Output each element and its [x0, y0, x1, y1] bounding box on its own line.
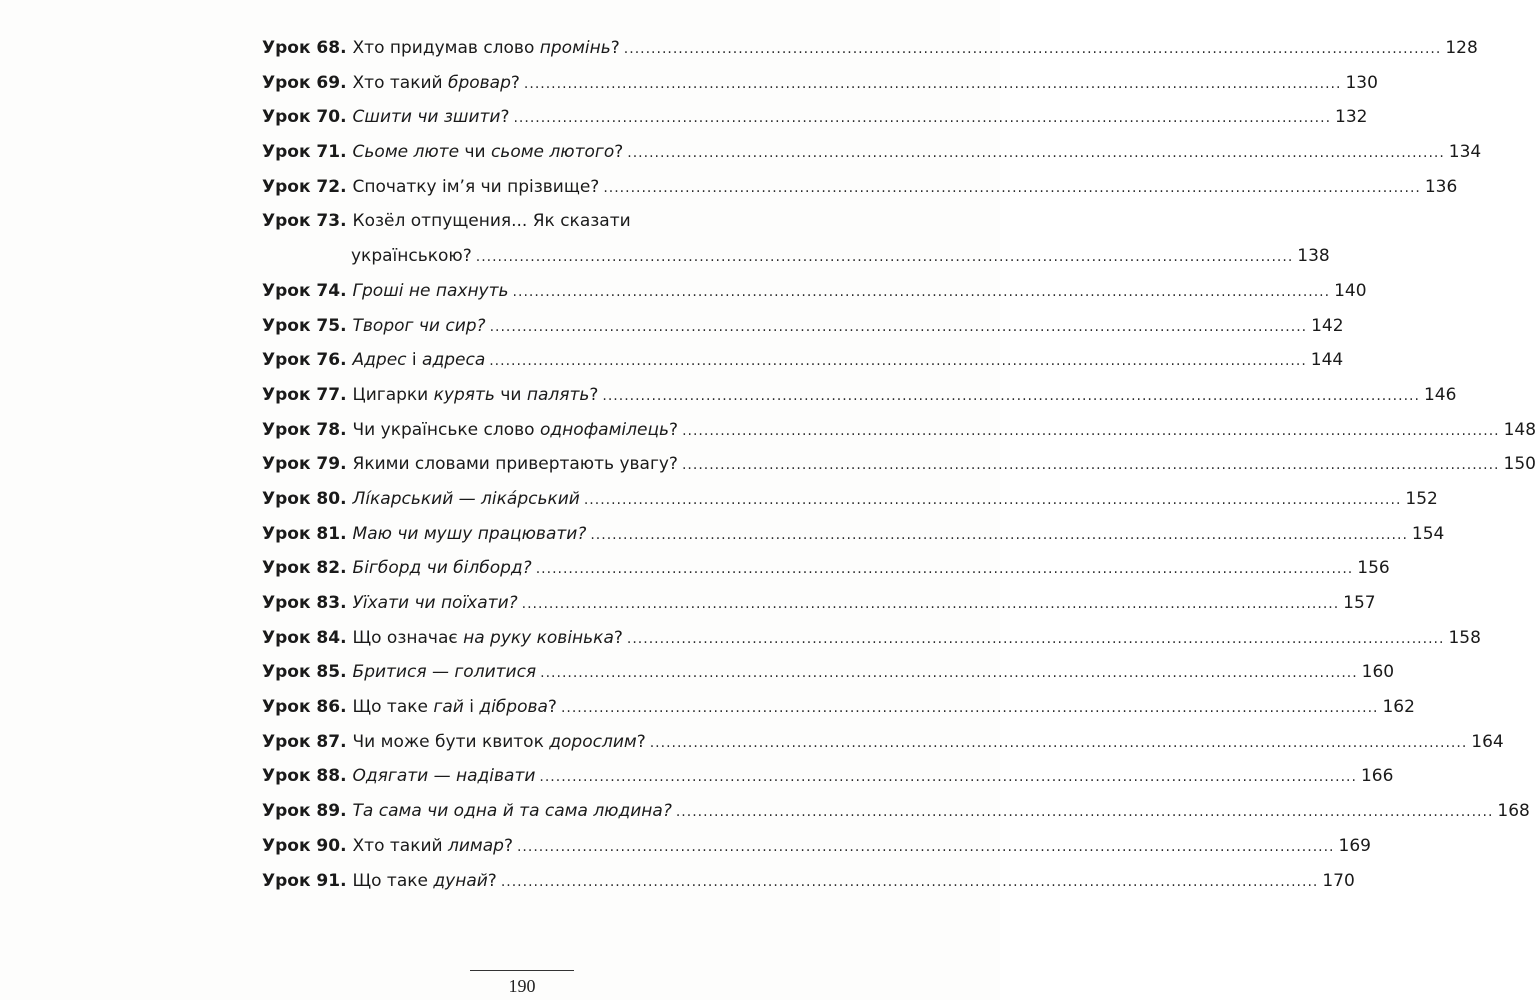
- page-reference: 138: [1297, 246, 1330, 267]
- toc-entry: [262, 447, 1536, 482]
- toc-entry: [262, 621, 1481, 656]
- dot-leader: [650, 726, 1468, 761]
- dot-leader: [602, 379, 1420, 414]
- toc-entry: [262, 482, 1438, 517]
- lesson-title: Цигарки курять чи палять?: [352, 384, 599, 405]
- toc-entry-continuation: [262, 239, 1330, 274]
- lesson-number: Урок 70.: [262, 107, 347, 128]
- lesson-title: Чи українське слово однофамілець?: [352, 419, 679, 440]
- dot-leader: [539, 760, 1357, 795]
- lesson-number: Урок 84.: [262, 627, 347, 648]
- lesson-number: Урок 80.: [262, 488, 347, 509]
- page-reference: 168: [1497, 801, 1530, 822]
- lesson-number: Урок 75.: [262, 315, 347, 336]
- lesson-title: Гроші не пахнуть: [352, 280, 509, 301]
- lesson-title: Якими словами привертають увагу?: [352, 454, 678, 475]
- dot-leader: [476, 240, 1294, 275]
- lesson-number: Урок 85.: [262, 662, 347, 683]
- page-reference: 150: [1503, 454, 1536, 475]
- lesson-title: Спочатку ім’я чи прізвище?: [352, 176, 600, 197]
- page-reference: 162: [1382, 697, 1415, 718]
- toc-entry: [262, 413, 1536, 448]
- lesson-title: Сшити чи зшити?: [352, 107, 510, 128]
- footer-rule: [470, 970, 574, 971]
- lesson-title: Лі́карський — лікáрський: [352, 488, 580, 509]
- page-reference: 169: [1338, 835, 1371, 856]
- dot-leader: [524, 67, 1342, 102]
- dot-leader: [627, 136, 1445, 171]
- lesson-title: українською?: [351, 246, 472, 267]
- toc-entry: [262, 794, 1530, 829]
- lesson-title: Маю чи мушу працювати?: [352, 523, 587, 544]
- page-reference: 136: [1424, 176, 1458, 197]
- lesson-title: Що таке дунай?: [352, 870, 497, 891]
- dot-leader: [489, 344, 1307, 379]
- toc-entry: [262, 517, 1445, 552]
- dot-leader: [627, 622, 1445, 657]
- lesson-number: Урок 86.: [262, 697, 347, 718]
- lesson-number: Урок 81.: [262, 523, 347, 544]
- page-reference: 144: [1310, 350, 1344, 371]
- toc-entry: [262, 551, 1390, 586]
- toc-entry: [262, 829, 1371, 864]
- page-reference: 164: [1471, 731, 1504, 752]
- toc-entry: [262, 864, 1355, 899]
- dot-leader: [513, 275, 1331, 310]
- dot-leader: [536, 552, 1354, 587]
- dot-leader: [676, 795, 1494, 830]
- toc-entry: [262, 586, 1376, 621]
- dot-leader: [584, 483, 1402, 518]
- page-reference: 132: [1335, 107, 1368, 128]
- lesson-title: Хто придумав слово промінь?: [352, 38, 620, 58]
- lesson-number: Урок 73.: [262, 211, 347, 232]
- toc-entry: [262, 655, 1395, 690]
- dot-leader: [490, 310, 1308, 345]
- lesson-title: Уїхати чи поїхати?: [352, 593, 518, 613]
- page-reference: 158: [1448, 627, 1481, 648]
- page-reference: 148: [1503, 419, 1536, 440]
- toc-entry: [262, 725, 1504, 760]
- toc-entry: [262, 66, 1378, 101]
- lesson-number: Урок 90.: [262, 835, 347, 856]
- lesson-title: Бритися — голитися: [352, 662, 537, 683]
- lesson-number: Урок 83.: [262, 593, 347, 613]
- lesson-title: Хто такий бровар?: [352, 72, 520, 93]
- page-number: 190: [508, 976, 536, 996]
- lesson-title: Що означає на руку ковінька?: [352, 627, 623, 648]
- toc-entry: [262, 100, 1368, 135]
- lesson-number: Урок 76.: [262, 350, 347, 371]
- lesson-title: Та сама чи одна й та сама людина?: [352, 801, 672, 822]
- page-reference: 134: [1448, 142, 1482, 163]
- page-reference: 152: [1405, 488, 1438, 509]
- toc-entry: [262, 204, 752, 239]
- page-reference: 160: [1361, 662, 1395, 683]
- toc-entry: [262, 135, 1482, 170]
- lesson-number: Урок 79.: [262, 454, 347, 475]
- lesson-title: Чи може бути квиток дорослим?: [352, 731, 646, 752]
- lesson-title: Бігборд чи білборд?: [352, 558, 532, 579]
- toc-entry: [262, 309, 1344, 344]
- lesson-number: Урок 88.: [262, 766, 347, 787]
- page-reference: 130: [1345, 72, 1378, 93]
- page-reference: 170: [1322, 870, 1355, 891]
- dot-leader: [682, 414, 1500, 449]
- lesson-number: Урок 89.: [262, 801, 347, 822]
- lesson-number: Урок 77.: [262, 384, 347, 405]
- lesson-title: Творог чи сир?: [352, 315, 486, 336]
- page-reference: 154: [1411, 523, 1445, 544]
- lesson-title: Хто такий лимар?: [352, 835, 513, 856]
- page-reference: 157: [1343, 593, 1376, 613]
- table-of-contents: [262, 31, 1536, 898]
- lesson-number: Урок 74.: [262, 280, 347, 301]
- lesson-number: Урок 72.: [262, 176, 347, 197]
- dot-leader: [682, 448, 1500, 483]
- dot-leader: [624, 32, 1442, 67]
- toc-entry: [262, 274, 1367, 309]
- lesson-title: Козёл отпущения... Як сказати: [352, 211, 631, 232]
- toc-entry: [262, 170, 1458, 205]
- lesson-number: Урок 69.: [262, 72, 347, 93]
- page-reference: 140: [1334, 280, 1367, 301]
- page-reference: 142: [1311, 315, 1344, 336]
- toc-entry: [262, 378, 1457, 413]
- dot-leader: [603, 171, 1421, 206]
- lesson-title: Що таке гай і діброва?: [352, 697, 557, 718]
- toc-entry: [262, 759, 1394, 794]
- dot-leader: [513, 101, 1331, 136]
- lesson-title: Одягати — надівати: [352, 766, 536, 787]
- toc-entry: [262, 690, 1415, 725]
- dot-leader: [540, 656, 1358, 691]
- lesson-title: Адрес і адреса: [352, 350, 486, 371]
- lesson-title: Сьоме люте чи сьоме лютого?: [352, 142, 624, 163]
- page-reference: 146: [1423, 384, 1457, 405]
- toc-entry: [262, 343, 1344, 378]
- dot-leader: [590, 518, 1408, 553]
- lesson-number: Урок 87.: [262, 731, 347, 752]
- dot-leader: [561, 691, 1379, 726]
- page-reference: 156: [1357, 558, 1390, 579]
- lesson-number: Урок 82.: [262, 558, 347, 579]
- lesson-number: Урок 91.: [262, 870, 347, 891]
- dot-leader: [522, 587, 1340, 622]
- lesson-number: Урок 68.: [262, 38, 347, 58]
- lesson-number: Урок 71.: [262, 142, 347, 163]
- page-reference: 128: [1445, 38, 1478, 58]
- dot-leader: [501, 865, 1319, 900]
- toc-entry: [262, 31, 1478, 66]
- dot-leader: [517, 830, 1335, 865]
- lesson-number: Урок 78.: [262, 419, 347, 440]
- page-reference: 166: [1360, 766, 1394, 787]
